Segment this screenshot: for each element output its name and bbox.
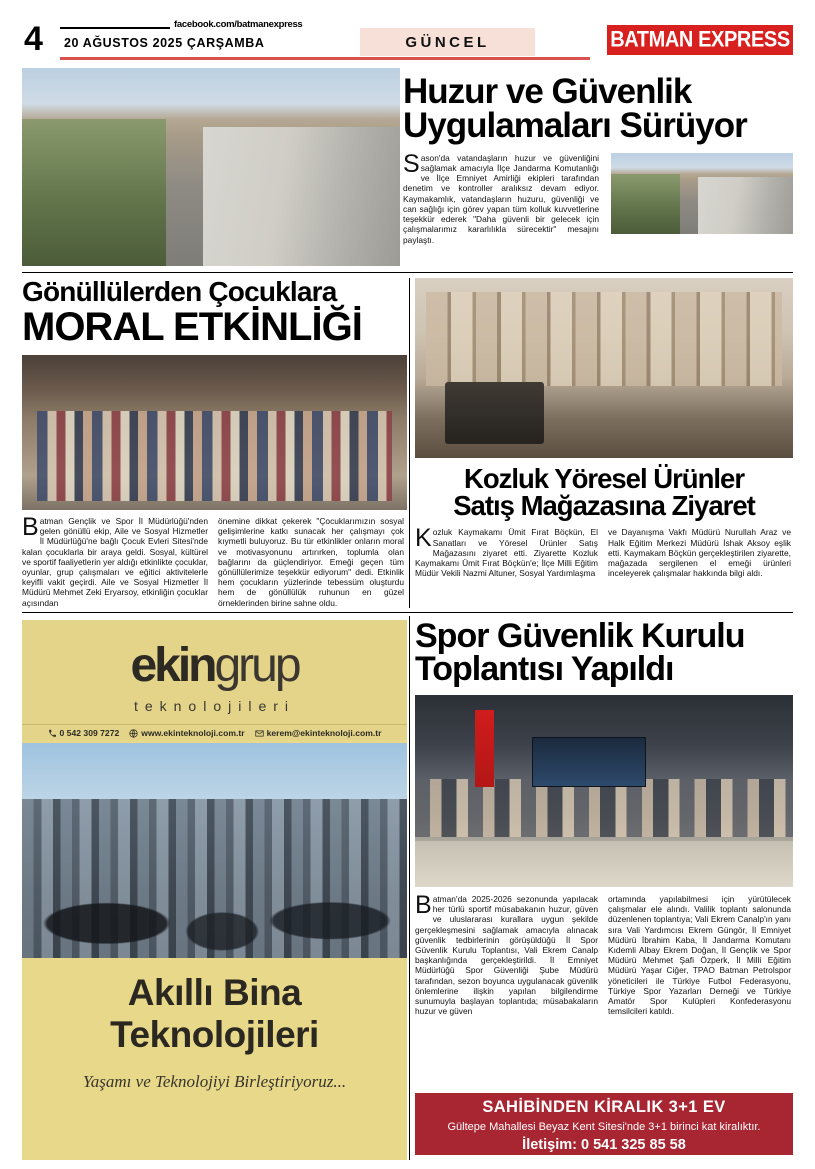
ekin-devices-overlay [22,825,407,958]
ekin-ad-slogan: Yaşamı ve Teknolojiyi Birleştiriyoruz... [82,1072,347,1091]
article-huzur-headline-line1: Huzur ve Güvenlik [403,72,692,111]
page-number: 4 [24,20,43,58]
ekin-website-text: www.ekinteknoloji.com.tr [141,728,245,738]
ekin-subtitle: teknolojileri [133,698,296,714]
ekin-email-text: kerem@ekinteknoloji.com.tr [266,728,382,738]
article-spor-headline-line1: Spor Güvenlik Kurulu [415,617,745,655]
article-kozluk-body-col2: ve Dayanışma Vakfı Müdürü Nurullah Araz ve Halk Eğitim Merkezi Müdürü İshak Aksoy eşlik etti. Kaymakam Böçkün gerçekleştirilen ziyarette, mağazada sergilenen el emeği ürünleri inceleyerek çalışmalar hakkında bilgi aldı. [608,527,791,579]
article-huzur-headline-line2: Uygulamaları Sürüyor [403,105,747,145]
section-label: GÜNCEL [405,33,490,51]
local-products-store-photo [415,278,793,458]
ekin-products-photo [22,743,407,958]
article-spor-body-col2: ortamında yapılabilmesi için yürütülecek çalışmalar ele alındı. Valilik toplantı salonunda düzenlenen toplantıya; Vali Ekrem Canalp'ın yanı sıra Vali Yardımcısı Ekrem Güngör, İl Emniyet Müdürü İbrahim Kaba, İl Jandarma Komutanı Kıdemli Albay Ekrem Doğan, İl Gençlik ve Spor Müdürü Mehmet Şafi Özperk, İl Milli Eğitim Müdürü Yaşar Ciğer, TPAO Batman Petrolspor yöneticileri ile Türkiye Futbol Federasyonu, Türkiye Spor Yazarları Derneği ve Türkiye Amatör Spor Kulüpleri Konfederasyonu temsilcileri katıldı. [608,893,791,1017]
social-handle[interactable]: facebook.com/batmanexpress [174,19,303,30]
article-spor-body-col1: Batman'da 2025-2026 sezonunda yapılacak her türlü sportif müsabakanın huzur, güven ve uluslararası kurallara uygun şekilde gerçekleşmesini sağlamak amacıyla alınacak güvenlik tedbirlerinin görüşüldüğü İl Spor Güvenlik Kurulu Toplantısı, Vali Ekrem Canalp başkanlığında gerçekleştirildi. İl Emniyet Müdürlüğü Spor Güvenliği Şube Müdürü tarafından, sezon boyunca uygulanacak güvenlik önlemlerine ilişkin yapılan bilgilendirme sunumuyla başlayan toplantıda; müsabakaların huzur ve güven [415,890,598,1017]
newspaper-logo-text: BATMAN EXPRESS [610,27,790,52]
masthead-rule [60,57,590,60]
meeting-screen-banner [532,737,645,787]
newspaper-logo[interactable] [607,25,793,55]
ekin-phone-text: 0 542 309 7272 [59,728,120,738]
column-divider-2 [409,616,410,1160]
masthead [0,0,815,62]
rental-ad-title: SAHİBİNDEN KİRALIK 3+1 EV [482,1098,726,1116]
ekin-logo [22,639,407,692]
article-kozluk-headline-line2: Satış Mağazasına Ziyaret [453,489,755,521]
ekin-website[interactable] [129,728,244,738]
ekin-logo-panel [22,620,407,740]
ekin-email[interactable] [255,728,382,738]
ekin-phone[interactable] [48,728,120,738]
article-moral-etkinligi [22,278,407,608]
road-checkpoint-photo [22,68,400,266]
article-spor-guvenlik [415,618,793,1088]
section-divider-1 [22,272,793,273]
police-patrol-photo [611,153,793,234]
volunteers-children-group-photo [22,355,407,510]
sports-security-meeting-photo [415,695,793,887]
article-moral-body-col2: önemine dikkat çekerek "Çocuklarımızın sosyal gelişimlerine katkı sunacak her çalışmayı çok kıymetli buluyoruz. Bu tür etkinlikler onların moral ve motivasyonunu artırırken, toplumla olan bağlarını da güçlendiriyor. Emeği geçen tüm gönüllülerimize teşekkür ediyorum" dedi. Etkinlik hem çocukların yüzlerinde tebessüm oluşturdu hem de gönüllülük ruhunun en güzel örneklerinden birine sahne oldu. [218,515,404,608]
article-kozluk-body-col1: Kozluk Kaymakamı Ümit Fırat Böçkün, El Sanatları ve Yöresel Ürünler Satış Mağazasını ziyaret etti. Ziyarette Kozluk Kaymakamı Ümit Fırat Böçkün'e; İlçe Milli Eğitim Müdür Vekili Nazmi Altuner, Sosyal Yardımlaşma [415,524,598,579]
article-moral-kicker: Gönüllülerden Çocuklara [22,276,337,307]
ekin-logo-part1: ekin [130,639,215,692]
masthead-divider [60,27,170,29]
article-kozluk-headline-line1: Kozluk Yöresel Ürünler [463,463,745,494]
envelope-icon [255,729,264,738]
ekin-contact-bar [22,724,407,738]
rental-ad-detail: Gültepe Mahallesi Beyaz Kent Sitesi'nde 3+1 birinci kat kiralıktır. [447,1121,761,1133]
turkish-flag-icon [475,710,494,787]
section-divider-2 [22,612,793,613]
article-spor-headline-line2: Toplantısı Yapıldı [415,649,674,688]
article-huzur-body: Sason'da vatandaşların huzur ve güvenliğini sağlamak amacıyla İlçe Jandarma Komutanlığı ve İlçe Emniyet Amirliği ekipleri tarafından denetim ve kontroller aralıksız devam ediyor. Kaymakamlık, vatandaşların huzuru, güvenliği ve can sağlığı için görev yapan tüm kolluk kuvvetlerine teşekkür ederek "Daha güvenli bir gelecek için çalışmalarımız kararlılıkla sürecektir" mesajını paylaştı. [403,149,599,245]
phone-icon [48,729,57,738]
column-divider-1 [409,278,410,608]
article-moral-body-col1: Batman Gençlik ve Spor İl Müdürlüğü'nden gelen gönüllü ekip, Aile ve Sosyal Hizmetler İl Müdürlüğü'ne bağlı Çocuk Evleri Sitesi'nde kalan çocuklarla bir araya geldi. Sosyal, kültürel ve sportif faaliyetlerin yer aldığı etkinlikte çocuklar, oyunlar, grup çalışmaları ve eğitici aktivitelerle keyifli vakit geçirdi. Aile ve Sosyal Hizmetler İl Müdürü Mehmet Zeki Eryarsoy, etkinliğin çocuklar açısından [22,512,208,608]
ekin-ad-title-line2: Teknolojileri [110,1014,319,1055]
ekin-ad-title-line1: Akıllı Bina [127,972,302,1013]
section-tag [360,28,535,56]
rental-advertisement[interactable] [415,1093,793,1155]
article-huzur-guvenlik [403,70,793,266]
article-kozluk [415,278,793,608]
globe-icon [129,729,138,738]
ekin-grup-advertisement[interactable] [22,620,407,1160]
rental-ad-contact[interactable]: İletişim: 0 541 325 85 58 [522,1137,686,1153]
ekin-ad-title [22,972,407,1056]
publication-date: 20 AĞUSTOS 2025 ÇARŞAMBA [64,36,265,50]
article-moral-headline: MORAL ETKİNLİĞİ [22,305,362,350]
ekin-logo-part2: grup [214,639,299,692]
article-huzur-guvenlik-photo-wrap [22,68,400,266]
